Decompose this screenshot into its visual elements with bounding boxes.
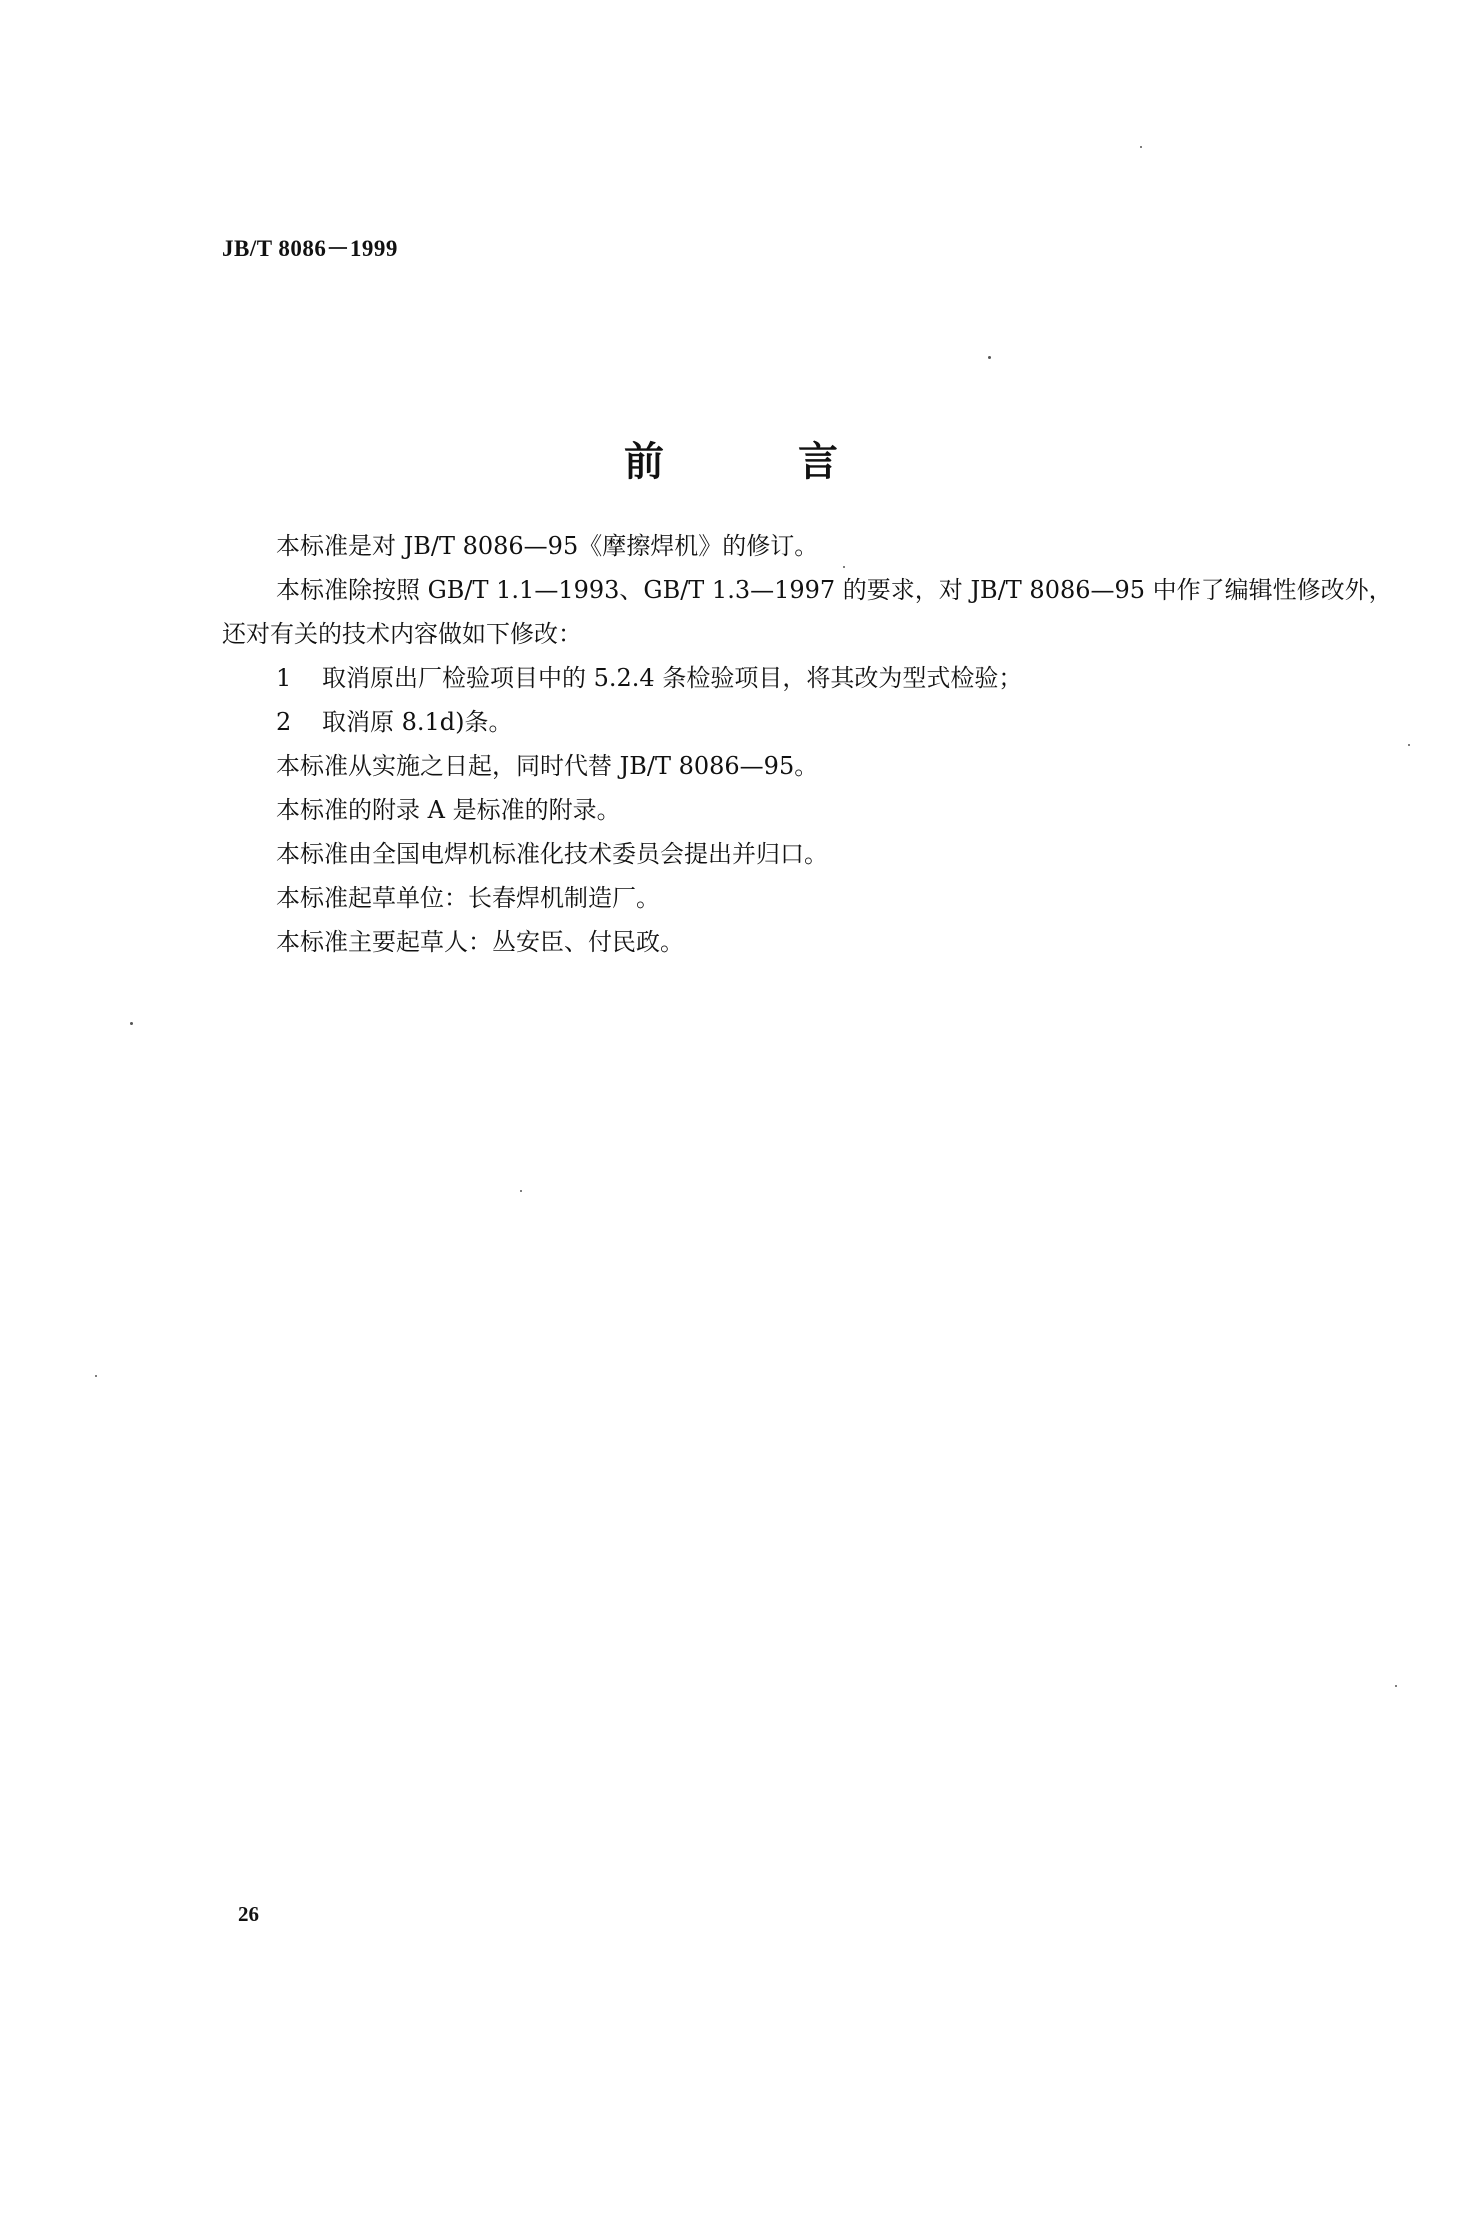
list-item-number: 1 — [276, 664, 292, 692]
list-item-text: 取消原出厂检验项目中的 5.2.4 条检验项目，将其改为型式检验； — [322, 664, 1023, 692]
page-number: 26 — [238, 1902, 259, 1926]
paragraph-replacement: 本标准从实施之日起，同时代替 JB/T 8086—95。 — [276, 752, 819, 780]
scan-speck — [1140, 146, 1142, 148]
paragraph-modifications-line1: 本标准除按照 GB/T 1.1—1993、GB/T 1.3—1997 的要求，对 JB/T 8086—95 中作了编辑性修改外， — [276, 576, 1393, 604]
scan-speck — [1395, 1685, 1397, 1687]
standard-number-header: JB/T 8086－1999 — [222, 236, 398, 261]
paragraph-modifications-line2: 还对有关的技术内容做如下修改： — [222, 620, 582, 648]
foreword-body — [222, 524, 1402, 964]
scan-speck — [130, 1022, 133, 1025]
section-title: 前 言 — [624, 439, 898, 485]
list-item-text: 取消原 8.1d)条。 — [322, 708, 513, 736]
paragraph-drafting-unit: 本标准起草单位：长春焊机制造厂。 — [276, 884, 660, 912]
list-item — [222, 656, 1402, 700]
scan-speck — [843, 566, 845, 568]
paragraph-revision-note: 本标准是对 JB/T 8086—95《摩擦焊机》的修订。 — [276, 532, 819, 560]
paragraph-proposer: 本标准由全国电焊机标准化技术委员会提出并归口。 — [276, 840, 828, 868]
scan-speck — [95, 1375, 97, 1377]
list-item — [222, 700, 1402, 744]
scan-speck — [1408, 744, 1410, 746]
paragraph-appendix: 本标准的附录 A 是标准的附录。 — [276, 796, 621, 824]
scan-speck — [520, 1190, 522, 1192]
paragraph-modifications-intro — [222, 568, 1402, 656]
scan-speck — [988, 356, 991, 359]
paragraph-drafters: 本标准主要起草人：丛安臣、付民政。 — [276, 928, 684, 956]
list-item-number: 2 — [276, 708, 292, 736]
